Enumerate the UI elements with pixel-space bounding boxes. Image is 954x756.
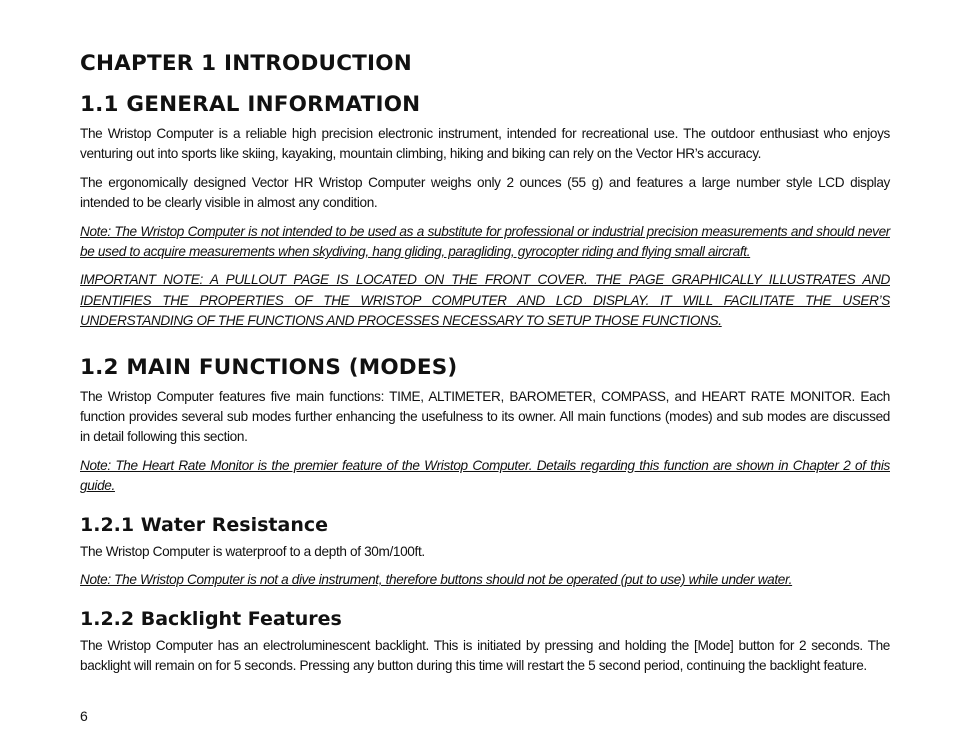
general-important-note: IMPORTANT NOTE: A PULLOUT PAGE IS LOCATED ON THE FRONT COVER. THE PAGE GRAPHICALLY ILLUSTRATES AND IDENTIFIES THE PROPERTIES OF THE WRISTOP COMPUTER AND LCD DISPLAY. IT WILL FACILITATE THE USER’S UNDERSTANDING OF THE FUNCTIONS AND PROCESSES NECESSARY TO SETUP THOSE FUNCTIONS. (80, 272, 890, 329)
section-heading-general-information: 1.1 GENERAL INFORMATION (80, 92, 421, 117)
page-number: 6 (80, 708, 88, 724)
water-resistance-note: Note: The Wristop Computer is not a dive instrument, therefore buttons should not be operated (put to use) while under water. (80, 572, 793, 588)
general-paragraph-2: The ergonomically designed Vector HR Wristop Computer weighs only 2 ounces (55 g) and features a large number style LCD display intended to be clearly visible in almost any condition. (80, 174, 890, 211)
section-spacer (80, 599, 890, 607)
general-note-1: Note: The Wristop Computer is not intended to be used as a substitute for professional or industrial precision measurements and should never be used to acquire measurements when skydiving, hang gliding, paragliding, gyrocopter riding and flying small aircraft. (80, 223, 890, 260)
water-resistance-paragraph: The Wristop Computer is waterproof to a depth of 30m/100ft. (80, 543, 425, 559)
main-functions-paragraph: The Wristop Computer features five main functions: TIME, ALTIMETER, BAROMETER, COMPASS, and HEART RATE MONITOR. Each function provides several sub modes further enhancing the usefulness to its owner. All main functions (modes) and sub modes are discussed in detail following this section. (80, 388, 890, 445)
page-content (80, 50, 890, 684)
section-heading-main-functions: 1.2 MAIN FUNCTIONS (MODES) (80, 354, 458, 380)
chapter-title: CHAPTER 1 INTRODUCTION (80, 51, 412, 76)
backlight-paragraph: The Wristop Computer has an electroluminescent backlight. This is initiated by pressing and holding the [Mode] button for 2 seconds. The backlight will remain on for 5 seconds. Pressing any button during this time will restart the 5 second period, continuing the backlight feature. (80, 637, 890, 673)
general-paragraph-1: The Wristop Computer is a reliable high precision electronic instrument, intended for recreational use. The outdoor enthusiast who enjoys venturing out into sports like skiing, kayaking, mountain climbing, hiking and biking can rely on the Vector HR’s accuracy. (80, 126, 890, 162)
main-functions-note: Note: The Heart Rate Monitor is the premier feature of the Wristop Computer. Details regarding this function are shown in Chapter 2 of this guide. (80, 457, 890, 494)
section-spacer (80, 340, 890, 354)
subsection-heading-backlight: 1.2.2 Backlight Features (80, 607, 342, 630)
subsection-heading-water-resistance: 1.2.1 Water Resistance (80, 513, 328, 536)
section-spacer (80, 505, 890, 513)
